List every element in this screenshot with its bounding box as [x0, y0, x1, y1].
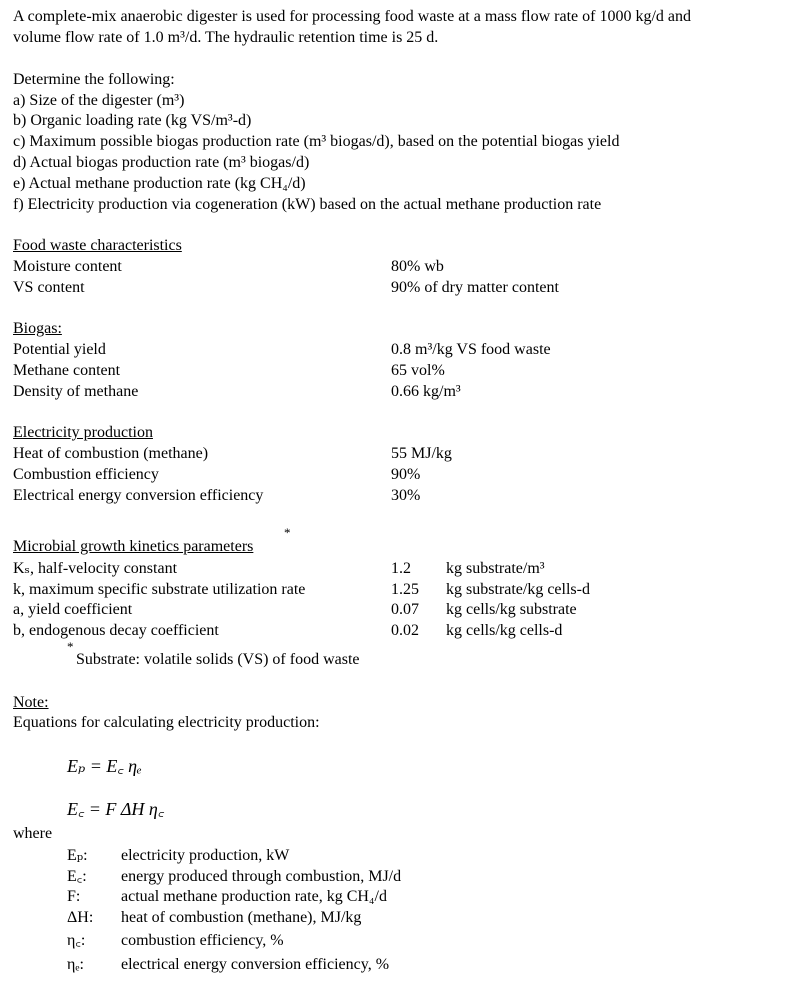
def-description: electrical energy conversion efficiency, %: [121, 956, 390, 973]
biogas-heading: Biogas:: [13, 320, 62, 337]
param-unit: kg substrate/m³: [446, 560, 545, 577]
param-label: b, endogenous decay coefficient: [13, 622, 219, 639]
footnote-asterisk: *: [67, 639, 74, 654]
param-unit: kg substrate/kg cells-d: [446, 581, 590, 598]
param-value: 65 vol%: [391, 362, 445, 379]
kinetics-asterisk: *: [284, 525, 291, 540]
kinetics-heading: Microbial growth kinetics parameters: [13, 538, 254, 555]
param-value: 0.02: [391, 622, 419, 639]
param-label: Methane content: [13, 362, 121, 379]
def-symbol: ηₑ:: [67, 956, 84, 973]
param-value: 30%: [391, 487, 421, 504]
def-description: actual methane production rate, kg CH₄/d: [121, 888, 387, 905]
question-item: a) Size of the digester (m³): [13, 92, 185, 109]
intro-line-1: A complete-mix anaerobic digester is used for processing food waste at a mass flow rate of 1000 kg/d and: [13, 8, 692, 25]
param-label: Density of methane: [13, 383, 139, 400]
def-symbol: F:: [67, 888, 81, 905]
def-symbol: η꜀:: [67, 932, 86, 949]
def-description: combustion efficiency, %: [121, 932, 284, 949]
food-waste-heading: Food waste characteristics: [13, 237, 182, 254]
intro-line-2: volume flow rate of 1.0 m³/d. The hydraulic retention time is 25 d.: [13, 29, 439, 46]
def-description: heat of combustion (methane), MJ/kg: [121, 909, 362, 926]
where-label: where: [13, 825, 53, 842]
param-value: 55 MJ/kg: [391, 445, 452, 462]
question-item: f) Electricity production via cogeneration (kW) based on the actual methane production rate: [13, 196, 602, 213]
param-unit: kg cells/kg cells-d: [446, 622, 563, 639]
param-value: 0.66 kg/m³: [391, 383, 461, 400]
param-value: 80% wb: [391, 258, 444, 275]
param-value: 1.2: [391, 560, 411, 577]
param-value: 90%: [391, 466, 421, 483]
equation-ec: E꜀ = F ΔH η꜀: [67, 799, 165, 819]
param-label: Heat of combustion (methane): [13, 445, 209, 462]
determine-heading: Determine the following:: [13, 71, 175, 88]
param-label: Electrical energy conversion efficiency: [13, 487, 264, 504]
def-symbol: E꜀:: [67, 868, 87, 885]
param-value: 90% of dry matter content: [391, 279, 559, 296]
note-text: Equations for calculating electricity production:: [13, 714, 320, 731]
param-label: Moisture content: [13, 258, 122, 275]
param-label: VS content: [13, 279, 85, 296]
def-description: energy produced through combustion, MJ/d: [121, 868, 402, 885]
def-description: electricity production, kW: [121, 847, 290, 864]
param-unit: kg cells/kg substrate: [446, 601, 577, 618]
question-item: b) Organic loading rate (kg VS/m³-d): [13, 112, 252, 129]
param-label: Potential yield: [13, 341, 106, 358]
def-symbol: ΔH:: [67, 909, 94, 926]
def-symbol: Eₚ:: [67, 847, 88, 864]
equation-ep: Eₚ = E꜀ ηₑ: [67, 756, 142, 776]
question-item: c) Maximum possible biogas production rate (m³ biogas/d), based on the potential biogas yield: [13, 133, 620, 150]
param-value: 0.8 m³/kg VS food waste: [391, 341, 551, 358]
param-label: a, yield coefficient: [13, 601, 133, 618]
param-value: 1.25: [391, 581, 419, 598]
electricity-heading: Electricity production: [13, 424, 153, 441]
param-value: 0.07: [391, 601, 419, 618]
question-item: d) Actual biogas production rate (m³ biogas/d): [13, 154, 310, 171]
question-item: e) Actual methane production rate (kg CH₄/d): [13, 175, 306, 192]
param-label: k, maximum specific substrate utilization rate: [13, 581, 306, 598]
param-label: Kₛ, half-velocity constant: [13, 560, 178, 577]
kinetics-footnote: Substrate: volatile solids (VS) of food waste: [76, 651, 360, 668]
note-heading: Note:: [13, 694, 49, 711]
param-label: Combustion efficiency: [13, 466, 159, 483]
